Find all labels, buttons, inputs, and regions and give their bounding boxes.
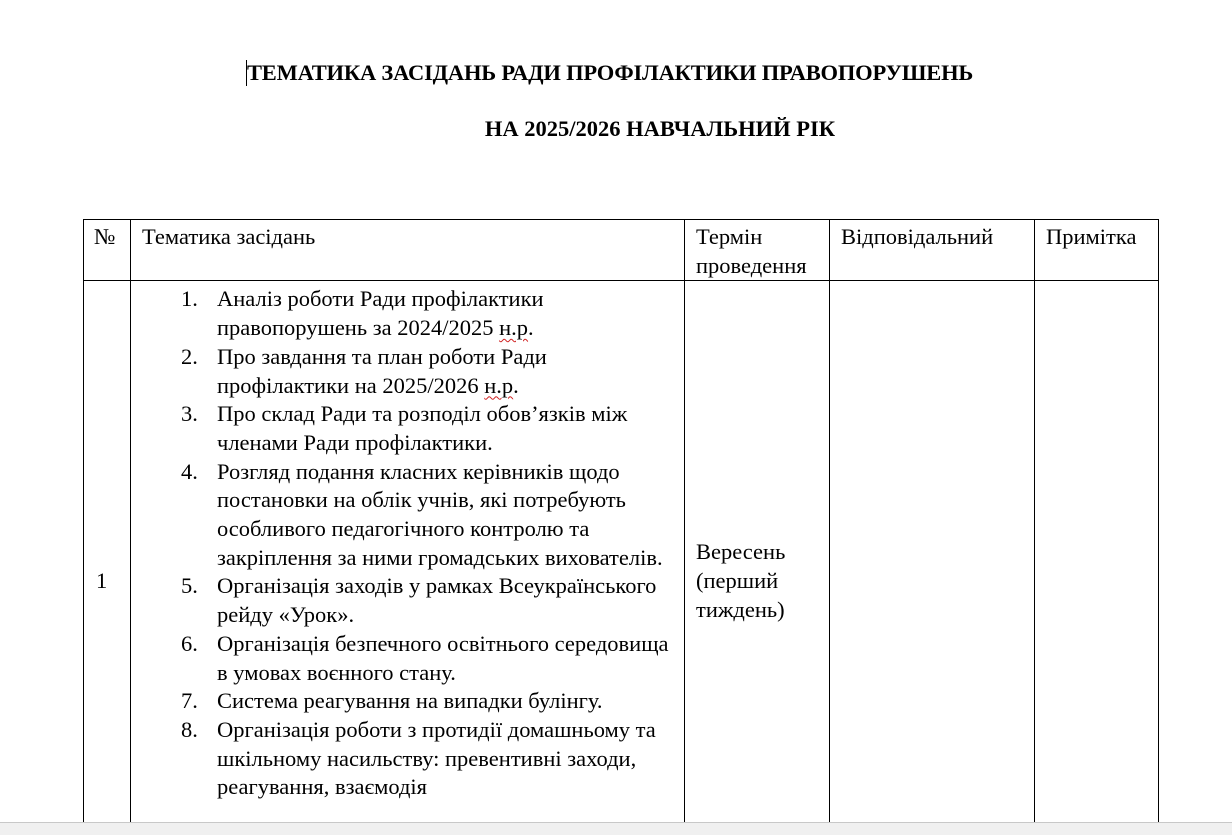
document-title-line-1: ТЕМАТИКА ЗАСІДАНЬ РАДИ ПРОФІЛАКТИКИ ПРАВОПОРУШЕНЬ bbox=[247, 60, 974, 85]
row-term: Вересень (перший тиждень) bbox=[685, 281, 830, 822]
header-topic: Тематика засідань bbox=[131, 220, 685, 281]
topic-item: 7. Система реагування на випадки булінгу. bbox=[181, 688, 603, 714]
spellcheck-flag: н.р bbox=[484, 372, 514, 398]
topic-item: 5. Організація заходів у рамках Всеукраїнського рейду «Урок». bbox=[181, 573, 657, 628]
table-header-row bbox=[84, 220, 1159, 281]
spellcheck-flag: н.р bbox=[499, 315, 529, 341]
topic-item: 1. Аналіз роботи Ради профілактики правопорушень за 2024/2025 н.р. bbox=[181, 286, 544, 341]
window-bottom-bar bbox=[0, 822, 1232, 835]
row-number: 1 bbox=[84, 281, 131, 822]
row-responsible bbox=[830, 281, 1035, 822]
header-term: Термін проведення bbox=[685, 220, 830, 281]
row-topics bbox=[131, 281, 685, 822]
document-title-line-2: НА 2025/2026 НАВЧАЛЬНИЙ РІК bbox=[484, 116, 836, 141]
schedule-table bbox=[83, 219, 1159, 822]
header-num: № bbox=[84, 220, 131, 281]
header-note: Примітка bbox=[1035, 220, 1159, 281]
topic-item: 8. Організація роботи з протидії домашньому та шкільному насильству: превентивні заходи, реагування, взаємодія bbox=[181, 716, 656, 800]
topic-list bbox=[131, 285, 678, 802]
header-responsible: Відповідальний bbox=[830, 220, 1035, 281]
topic-item: 2. Про завдання та план роботи Ради профілактики на 2025/2026 н.р. bbox=[181, 343, 547, 398]
topic-item: 3. Про склад Ради та розподіл обов’язків між членами Ради профілактики. bbox=[181, 401, 628, 455]
topic-item: 6. Організація безпечного освітнього середовища в умовах воєнного стану. bbox=[181, 630, 669, 685]
table-row bbox=[84, 281, 1159, 822]
row-note bbox=[1035, 281, 1159, 822]
topic-item: 4. Розгляд подання класних керівників щодо постановки на облік учнів, які потребують особливого педагогічного контролю та закріплення за ними громадських вихователів. bbox=[181, 458, 663, 570]
